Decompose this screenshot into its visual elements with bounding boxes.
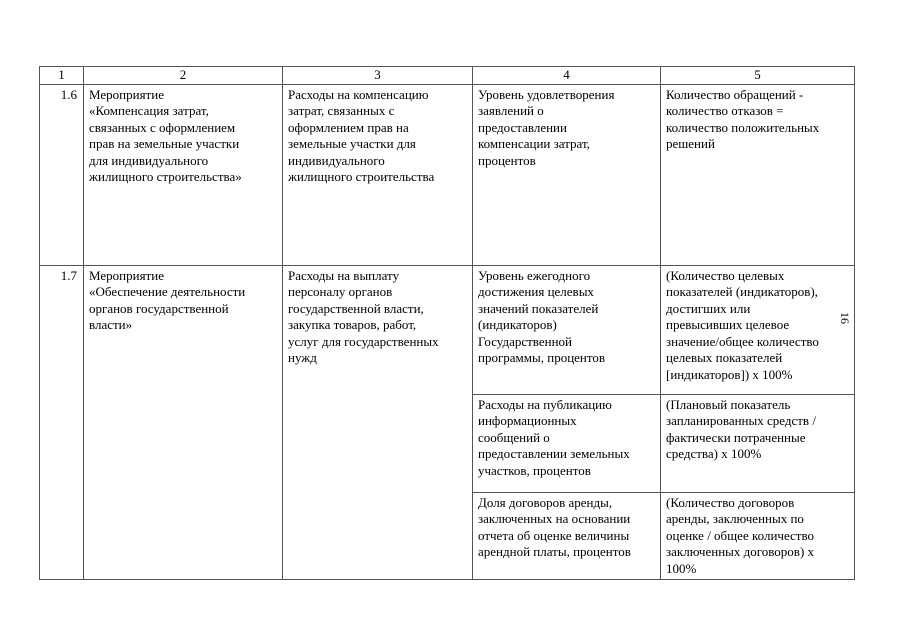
row-number: 1.6 (40, 84, 84, 265)
indicator-formula-cell: Количество обращений - количество отказов = количество положительных решений (661, 84, 855, 265)
header-cell-2: 2 (84, 67, 283, 85)
indicator-formula-cell: (Количество целевых показателей (индикаторов), достигших или превысивших целевое значение/общее количество целевых показателей [индикаторов]) х 100% (661, 265, 855, 394)
indicator-formula-cell: (Количество договоров аренды, заключенных по оценке / общее количество заключенных договоров) х 100% (661, 492, 855, 579)
activity-cell: Мероприятие «Обеспечение деятельности органов государственной власти» (84, 265, 283, 579)
row-number: 1.7 (40, 265, 84, 579)
header-cell-5: 5 (661, 67, 855, 85)
header-cell-1: 1 (40, 67, 84, 85)
header-cell-3: 3 (283, 67, 473, 85)
table-row-1-6 (40, 84, 855, 265)
page-number: 16 (838, 312, 852, 324)
expenses-cell: Расходы на выплату персоналу органов государственной власти, закупка товаров, работ, услуг для государственных нужд (283, 265, 473, 579)
activity-cell: Мероприятие «Компенсация затрат, связанных с оформлением прав на земельные участки для индивидуального жилищного строительства» (84, 84, 283, 265)
indicator-formula-cell: (Плановый показатель запланированных средств / фактически потраченные средства) х 100% (661, 394, 855, 492)
header-cell-4: 4 (473, 67, 661, 85)
indicator-name-cell: Уровень удовлетворения заявлений о предоставлении компенсации затрат, процентов (473, 84, 661, 265)
table-header-row (40, 67, 855, 85)
indicator-name-cell: Доля договоров аренды, заключенных на основании отчета об оценке величины арендной платы, процентов (473, 492, 661, 579)
indicators-table (39, 66, 855, 580)
table-row-1-7 (40, 265, 855, 394)
indicator-name-cell: Уровень ежегодного достижения целевых значений показателей (индикаторов) Государственной программы, процентов (473, 265, 661, 394)
expenses-cell: Расходы на компенсацию затрат, связанных с оформлением прав на земельные участки для индивидуального жилищного строительства (283, 84, 473, 265)
indicator-name-cell: Расходы на публикацию информационных сообщений о предоставлении земельных участков, процентов (473, 394, 661, 492)
